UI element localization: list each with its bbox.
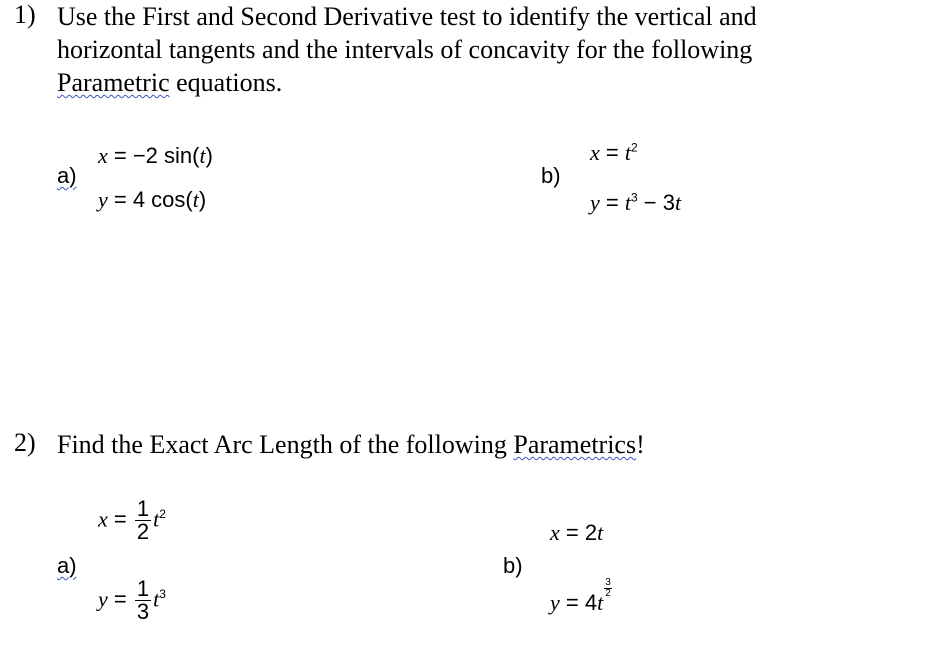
problem-1-line-2: horizontal tangents and the intervals of concavity for the following [57, 35, 753, 64]
spellcheck-word: Parametric [57, 68, 170, 97]
problem-1a-x-equation: x = −2 sin(t) [98, 143, 213, 168]
problem-2b-label: b) [503, 553, 523, 578]
problem-1-line-3 [57, 66, 757, 99]
problem-1b-x-equation: $x = t^2$ [590, 140, 638, 165]
problem-1b-label: b) [541, 163, 561, 188]
problem-1-text [57, 0, 757, 99]
problem-1b-y-equation: $y = t^3 - 3t$ [590, 190, 682, 215]
problem-2a-x-equation: x = $\frac{1}{2}$ $t^2$ [98, 496, 166, 544]
problem-1-line-3-rest: equations. [169, 68, 283, 97]
problem-2b-y-equation: y = 4t $\frac{3}{2}$ [550, 577, 611, 615]
problem-1a-label: a) [57, 163, 77, 188]
fractional-exponent: $\frac{3}{2}$ [605, 577, 611, 599]
problem-2b-x-equation: x = 2t [550, 520, 604, 545]
problem-1a-y-equation: y = 4 cos(t) [98, 187, 207, 212]
problem-2-number: 2) [14, 428, 36, 457]
fraction: $\frac{1}{2}$ [136, 496, 150, 544]
problem-2a-y-equation: y = $\frac{1}{3}$ $t^3$ [98, 576, 166, 624]
fraction: $\frac{1}{3}$ [136, 576, 150, 624]
problem-2-text: Find the Exact Arc Length of the following Parametrics! [57, 430, 645, 459]
problem-1-line-1: Use the First and Second Derivative test to identify the vertical and [57, 2, 757, 31]
problem-1-number: 1) [14, 0, 36, 29]
spellcheck-word: Parametrics [513, 430, 637, 459]
problem-2a-label: a) [57, 553, 77, 578]
